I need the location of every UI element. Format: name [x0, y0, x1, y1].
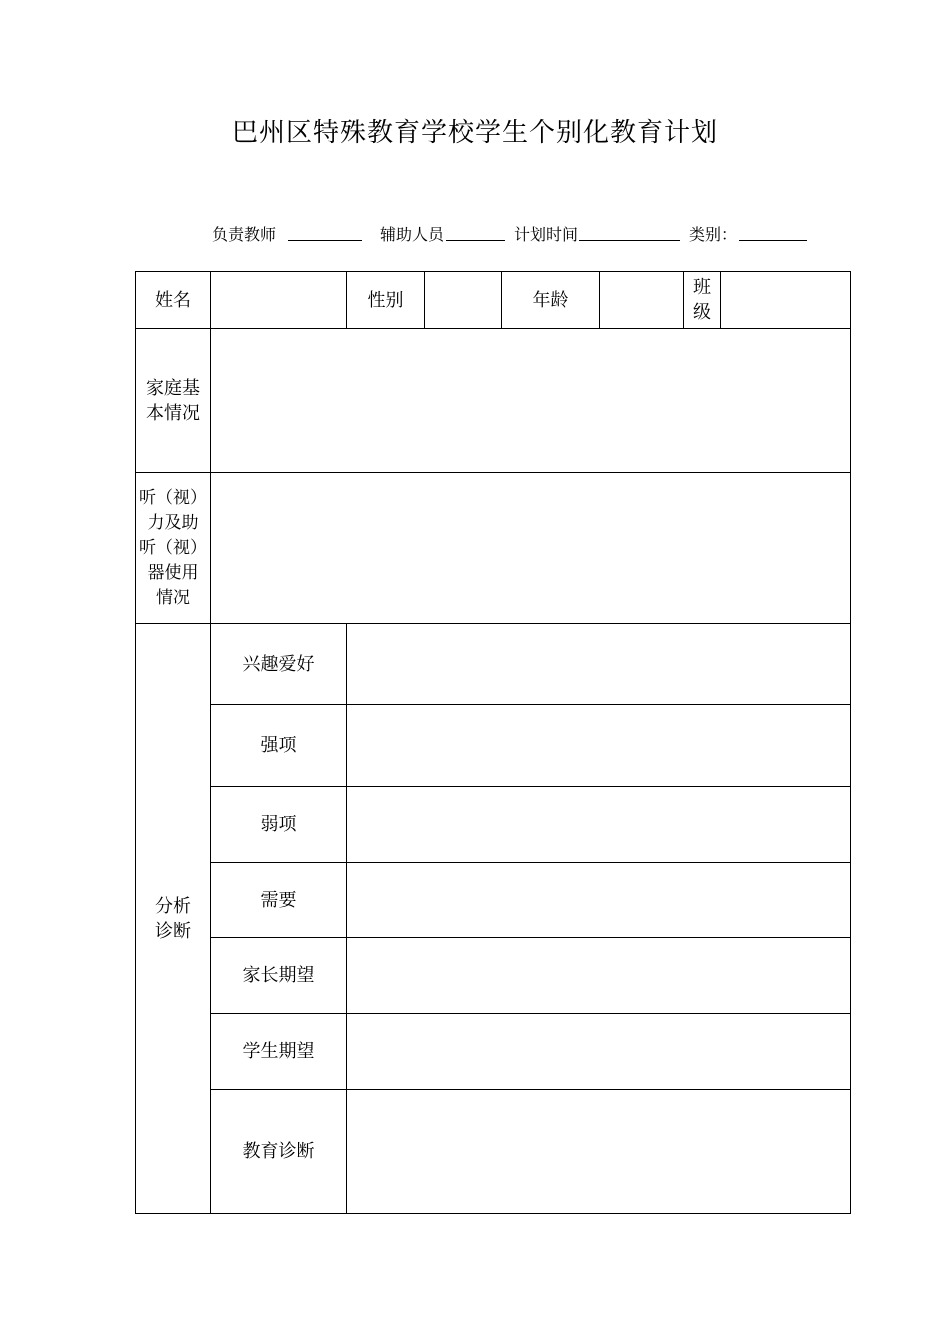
strengths-field[interactable]	[347, 705, 851, 787]
class-field[interactable]	[721, 272, 851, 329]
basic-info-row	[136, 272, 851, 329]
page-title: 巴州区特殊教育学校学生个别化教育计划	[231, 118, 718, 148]
iep-form-table	[135, 271, 851, 1214]
needs-label: 需要	[211, 863, 347, 938]
hearing-row	[136, 473, 851, 624]
interests-label: 兴趣爱好	[211, 624, 347, 705]
teacher-blank[interactable]	[288, 240, 362, 241]
plan-time-blank[interactable]	[579, 240, 680, 241]
class-label	[684, 272, 721, 329]
family-field[interactable]	[211, 329, 851, 473]
assistant-label: 辅助人员	[380, 225, 445, 244]
education-diagnosis-row	[136, 1090, 851, 1214]
category-blank[interactable]	[739, 240, 807, 241]
analysis-label-line: 诊断	[155, 920, 191, 942]
parent-expectation-label: 家长期望	[211, 938, 347, 1014]
category-label: 类别：	[689, 225, 738, 244]
plan-time-label: 计划时间	[514, 225, 579, 244]
student-expectation-label: 学生期望	[211, 1014, 347, 1090]
interests-field[interactable]	[347, 624, 851, 705]
hearing-label-line: 听（视）	[139, 487, 207, 508]
family-label	[136, 329, 211, 473]
education-diagnosis-field[interactable]	[347, 1090, 851, 1214]
parent-expectation-row	[136, 938, 851, 1014]
interests-row	[136, 624, 851, 705]
hearing-label-line: 听（视）	[139, 537, 207, 558]
needs-field[interactable]	[347, 863, 851, 938]
hearing-label	[136, 473, 211, 624]
hearing-label-line: 力及助	[147, 512, 199, 533]
name-field[interactable]	[211, 272, 347, 329]
weaknesses-field[interactable]	[347, 787, 851, 863]
analysis-label	[136, 624, 211, 1214]
gender-field[interactable]	[425, 272, 502, 329]
class-label-line: 班	[693, 277, 711, 298]
needs-row	[136, 863, 851, 938]
gender-label: 性别	[347, 272, 425, 329]
family-label-line: 本情况	[146, 402, 200, 424]
student-expectation-field[interactable]	[347, 1014, 851, 1090]
assistant-blank[interactable]	[446, 240, 505, 241]
weaknesses-row	[136, 787, 851, 863]
age-label: 年龄	[502, 272, 600, 329]
class-label-line: 级	[693, 302, 711, 323]
teacher-label: 负责教师	[212, 225, 277, 244]
hearing-label-line: 情况	[156, 587, 190, 608]
parent-expectation-field[interactable]	[347, 938, 851, 1014]
student-expectation-row	[136, 1014, 851, 1090]
info-line	[0, 222, 950, 244]
weaknesses-label: 弱项	[211, 787, 347, 863]
hearing-field[interactable]	[211, 473, 851, 624]
name-label: 姓名	[136, 272, 211, 329]
family-row	[136, 329, 851, 473]
hearing-label-line: 器使用	[147, 562, 199, 583]
education-diagnosis-label: 教育诊断	[211, 1090, 347, 1214]
family-label-line: 家庭基	[146, 377, 200, 399]
analysis-label-line: 分析	[155, 895, 191, 917]
strengths-row	[136, 705, 851, 787]
age-field[interactable]	[600, 272, 684, 329]
strengths-label: 强项	[211, 705, 347, 787]
